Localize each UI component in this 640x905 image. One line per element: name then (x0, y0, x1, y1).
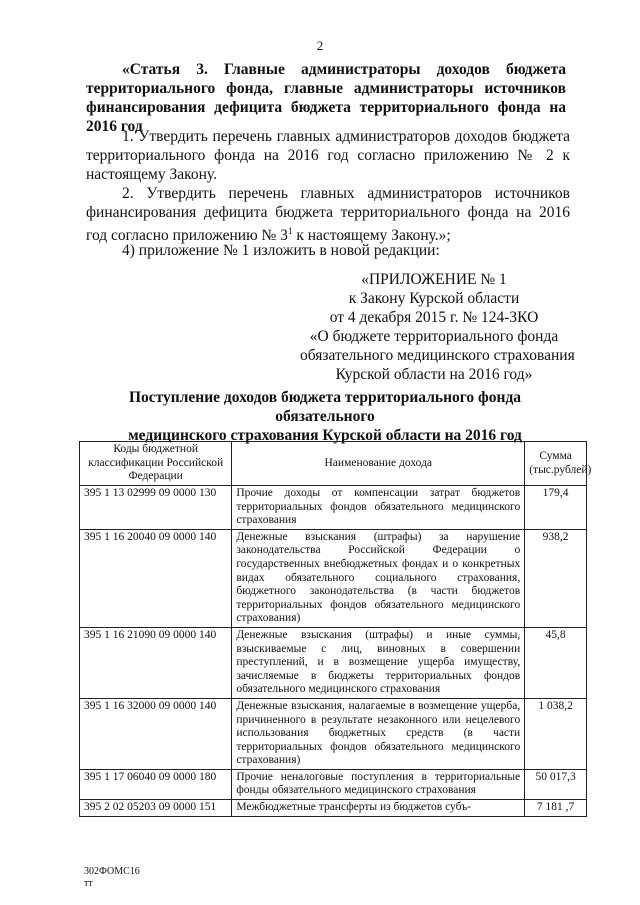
paragraph-2-tail: к настоящему Закону.»; (292, 227, 451, 245)
appendix-line-4: «О бюджете территориального фонда (309, 328, 559, 345)
appendix-line-6: Курской области на 2016 год» (335, 366, 533, 383)
row-name: Денежные взыскания (штрафы) за нарушение законодательства Российской Федерации о государственных внебюджетных фондах и о конкретных видах обязательного социального страхования, бюджетного законодательства (в части бюджетов территориальных фондов обязательного медицинского страхования) (232, 529, 525, 627)
table-row (80, 529, 587, 627)
page-number: 2 (316, 38, 324, 53)
row-code: 395 1 13 02999 09 0000 130 (80, 486, 232, 530)
row-code: 395 1 16 21090 09 0000 140 (80, 627, 232, 698)
row-sum: 7 181 ,7 (525, 800, 587, 817)
table-title-line-2: медицинского страхования Курской области на 2016 год (128, 427, 522, 444)
appendix-line-1: «ПРИЛОЖЕНИЕ № 1 (361, 271, 507, 288)
paragraph-2-text: 2. Утвердить перечень главных администраторов источников финансирования дефицита бюджета территориального фонда на 2016 год согласно приложению № 3 (86, 185, 570, 245)
row-name: Денежные взыскания, налагаемые в возмещение ущерба, причиненного в результате незаконного или нецелевого использования бюджетных средств (в части территориальных фондов обязательного медицинского страхования) (232, 698, 525, 769)
paragraph-2 (86, 184, 570, 245)
footer-code: 302ФОМС16 (84, 866, 140, 877)
paragraph-1: 1. Утвердить перечень главных администраторов доходов бюджета территориального фонда на 2016 год согласно приложению № 2 к настоящему Закону. (86, 128, 570, 183)
table-row (80, 698, 587, 769)
footer-initials: тт (84, 878, 93, 889)
appendix-header (300, 270, 575, 384)
row-sum: 45,8 (525, 627, 587, 698)
table-title-line-1: Поступление доходов бюджета территориального фонда обязательного (128, 389, 522, 425)
row-name: Прочие доходы от компенсации затрат бюджетов территориальных фондов обязательного медицинского страхования (232, 486, 525, 530)
header-name: Наименование дохода (232, 442, 525, 486)
table-row (80, 627, 587, 698)
header-codes: Коды бюджетной классификации Российской Федерации (80, 442, 232, 486)
table-row (80, 486, 587, 530)
article-title: «Статья 3. Главные администраторы доходов бюджета территориального фонда, главные администраторы источников финансирования дефицита бюджета территориального фонда на 2016 год (86, 61, 566, 135)
row-sum: 938,2 (525, 529, 587, 627)
row-code: 395 1 16 32000 09 0000 140 (80, 698, 232, 769)
paragraph-2-superscript: 1 (287, 226, 293, 236)
table-row (80, 769, 587, 799)
row-code: 395 1 16 20040 09 0000 140 (80, 529, 232, 627)
table-row (80, 800, 587, 817)
document-footer (84, 866, 140, 890)
row-name: Прочие неналоговые поступления в территориальные фонды обязательного медицинского страхования (232, 769, 525, 799)
table-header-row (80, 442, 587, 486)
row-name: Межбюджетные трансферты из бюджетов субъ- (232, 800, 525, 817)
appendix-line-2: к Закону Курской области (348, 290, 520, 307)
table-title (80, 388, 570, 445)
row-sum: 1 038,2 (525, 698, 587, 769)
row-sum: 179,4 (525, 486, 587, 530)
appendix-line-3: от 4 декабря 2015 г. № 124-ЗКО (329, 309, 539, 326)
paragraph-4: 4) приложение № 1 изложить в новой редакции: (122, 242, 440, 259)
row-code: 395 1 17 06040 09 0000 180 (80, 769, 232, 799)
row-name: Денежные взыскания (штрафы) и иные суммы, взыскиваемые с лиц, виновных в совершении преступлений, и в возмещение ущерба имуществу, зачисляемые в бюджеты территориальных фондов обязательного медицинского страхования (232, 627, 525, 698)
revenue-table (79, 441, 592, 817)
row-sum: 50 017,3 (525, 769, 587, 799)
header-sum: Сумма (тыс.рублей) (525, 442, 587, 486)
row-code: 395 2 02 05203 09 0000 151 (80, 800, 232, 817)
appendix-line-5: обязательного медицинского страхования (300, 347, 575, 364)
